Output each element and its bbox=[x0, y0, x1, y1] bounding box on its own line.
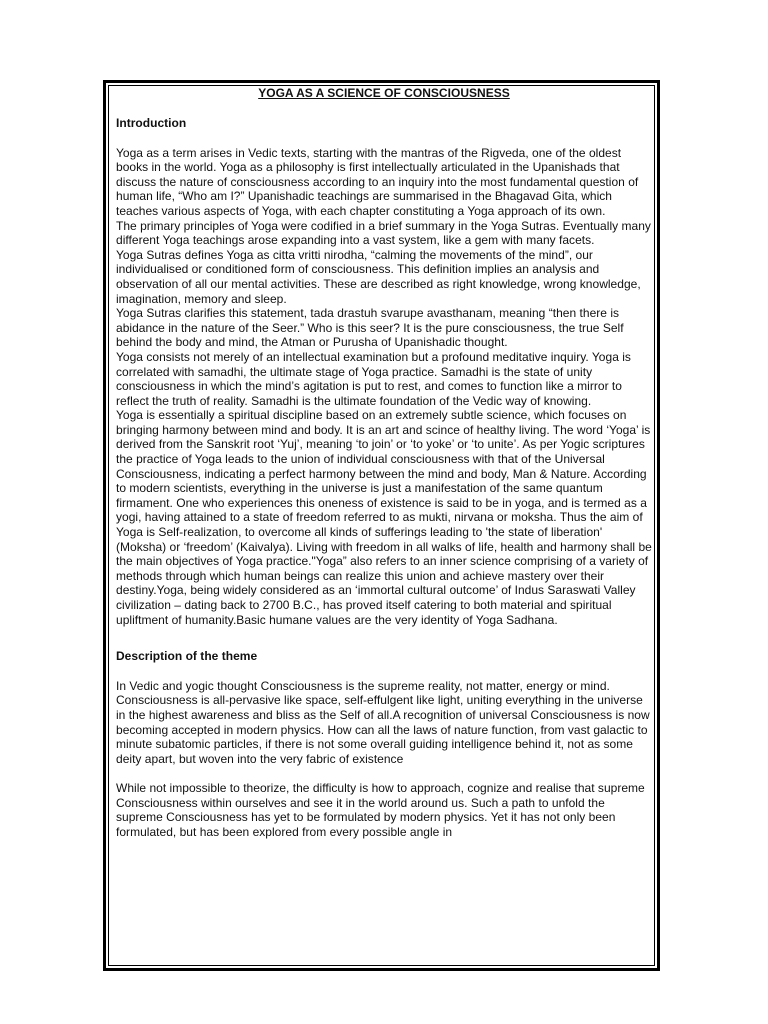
intro-paragraph-1: Yoga as a term arises in Vedic texts, starting with the mantras of the Rigveda, one of the oldest books in the world. Yoga as a philosophy is first intellectually articulated in the Upanishads that discuss the nature of consciousness according to an inquiry into the most fundamental question of human life, “Who am I?” Upanishadic teachings are summarised in the Bhagavad Gita, which teaches various aspects of Yoga, with each chapter constituting a Yoga approach of its own. bbox=[116, 145, 639, 218]
intro-paragraph-2: The primary principles of Yoga were codified in a brief summary in the Yoga Sutras. Eventually many different Yoga teachings arose expanding into a vast system, like a gem with many facets. bbox=[116, 218, 651, 248]
theme-paragraph-1: In Vedic and yogic thought Consciousness is the supreme reality, not matter, energy or mind. Consciousness is all-pervasive like space, self-effulgent like light, uniting everything in the universe in the highest awareness and bliss as the Self of all.A recognition of universal Consciousness is now becoming accepted in modern physics. How can all the laws of nature function, from vast galactic to minute subatomic particles, if there is not some overall guiding intelligence behind it, not as some deity apart, but woven into the very fabric of existence bbox=[116, 678, 650, 766]
intro-paragraph-4: Yoga Sutras clarifies this statement, tada drastuh svarupe avasthanam, meaning “then there is abidance in the nature of the Seer.” Who is this seer? It is the pure consciousness, the true Self behind the body and mind, the Atman or Purusha of Upanishadic thought. bbox=[116, 306, 624, 350]
document-title: YOGA AS A SCIENCE OF CONSCIOUSNESS bbox=[258, 86, 510, 100]
document-body bbox=[116, 86, 652, 839]
intro-paragraph-6: Yoga is essentially a spiritual discipline based on an extremely subtle science, which focuses on bringing harmony between mind and body. It is an art and scince of healthy living. The word ‘Yoga’ is derived from the Sanskrit root ‘Yuj’, meaning ‘to join’ or ‘to yoke’ or ‘to unite’. As per Yogic scriptures the practice of Yoga leads to the union of individual consciousness with that of the Universal Consciousness, indicating a perfect harmony between the mind and body, Man & Nature. According to modern scientists, everything in the universe is just a manifestation of the same quantum firmament. One who experiences this oneness of existence is said to be in yoga, and is termed as a yogi, having attained to a state of freedom referred to as mukti, nirvana or moksha. Thus the aim of Yoga is Self-realization, to overcome all kinds of sufferings leading to 'the state of liberation' (Moksha) or ‘freedom’ (Kaivalya). Living with freedom in all walks of life, health and harmony shall be the main objectives of Yoga practice."Yoga” also refers to an inner science comprising of a variety of methods through which human beings can realize this union and achieve mastery over their destiny.Yoga, being widely considered as an ‘immortal cultural outcome’ of Indus Saraswati Valley civilization – dating back to 2700 B.C., has proved itself catering to both material and spiritual upliftment of humanity.Basic humane values are the very identity of Yoga Sadhana. bbox=[116, 408, 652, 627]
intro-paragraph-5: Yoga consists not merely of an intellectual examination but a profound meditative inquiry. Yoga is correlated with samadhi, the ultimate stage of Yoga practice. Samadhi is the state of unity consciousness in which the mind’s agitation is put to rest, and comes to function like a mirror to reflect the truth of reality. Samadhi is the ultimate foundation of the Vedic way of knowing. bbox=[116, 349, 631, 408]
theme-paragraph-2: While not impossible to theorize, the difficulty is how to approach, cognize and realise that supreme Consciousness within ourselves and see it in the world around us. Such a path to unfold the supreme Consciousness has yet to be formulated by modern physics. Yet it has not only been formulated, but has been explored from every possible angle in bbox=[116, 780, 645, 839]
section-spacer bbox=[116, 627, 652, 649]
section-heading-description: Description of the theme bbox=[116, 649, 258, 664]
paragraph-spacer bbox=[116, 766, 652, 781]
intro-paragraph-3: Yoga Sutras defines Yoga as citta vritti nirodha, “calming the movements of the mind”, our individualised or conditioned form of consciousness. This definition implies an analysis and observation of all our mental activities. These are described as right knowledge, wrong knowledge, imagination, memory and sleep. bbox=[116, 247, 641, 306]
section-heading-introduction: Introduction bbox=[116, 116, 187, 130]
